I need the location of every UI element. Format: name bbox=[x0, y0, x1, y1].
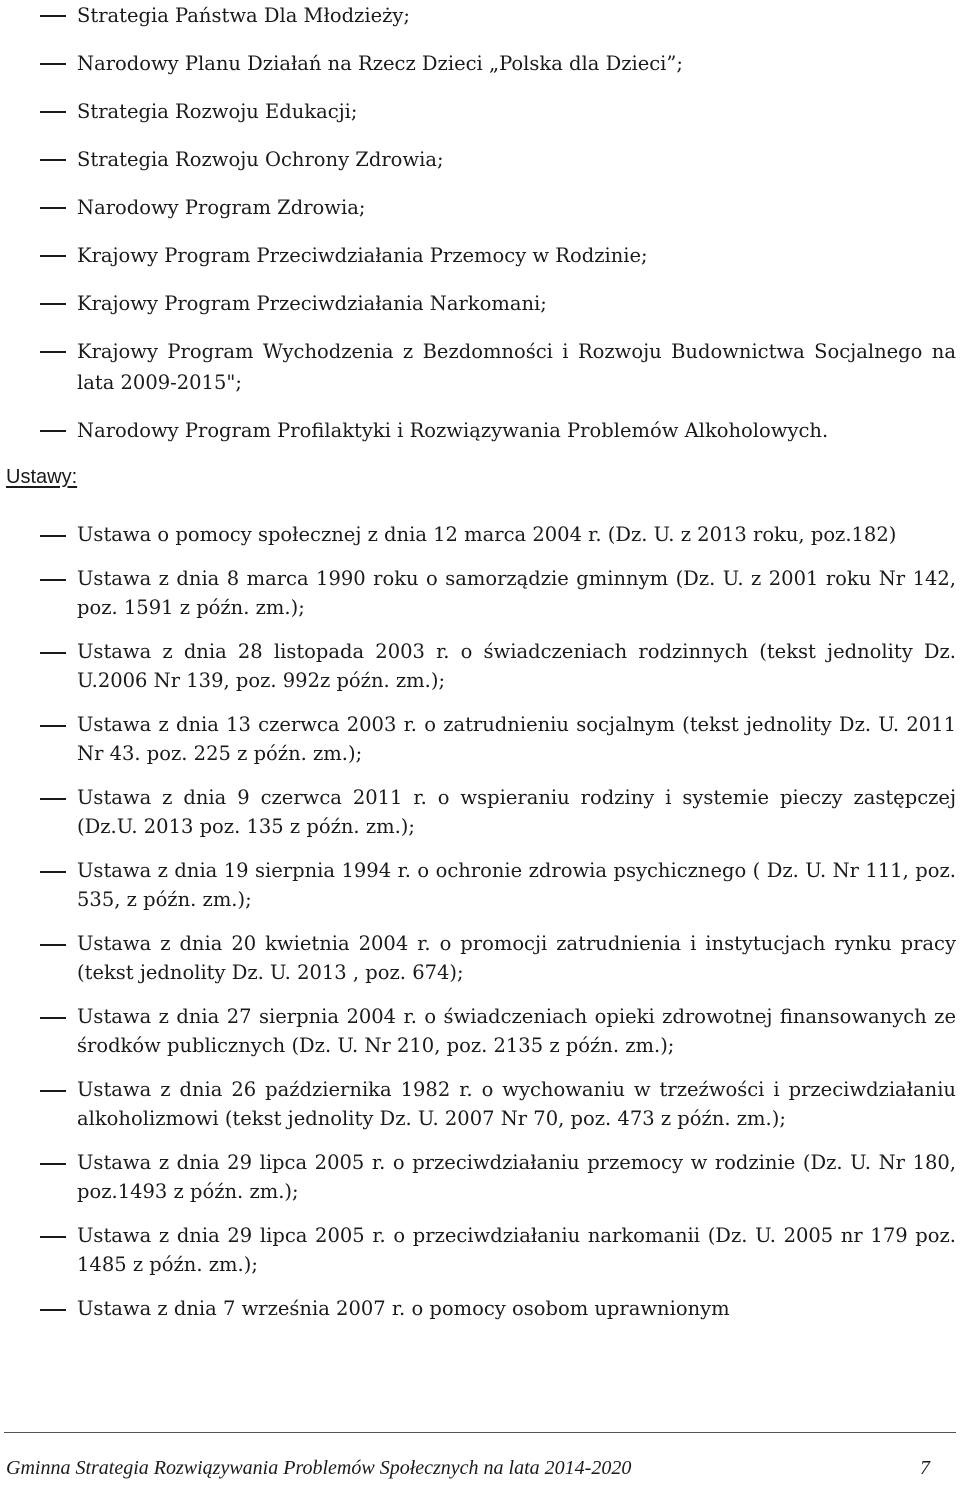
list-item bbox=[0, 783, 960, 841]
list-item bbox=[0, 144, 960, 175]
dash-bullet bbox=[40, 652, 66, 654]
list-item-text: Narodowy Program Profilaktyki i Rozwiązywania Problemów Alkoholowych. bbox=[77, 419, 829, 442]
list-item bbox=[0, 336, 960, 398]
list-item bbox=[0, 288, 960, 319]
footer-divider bbox=[4, 1432, 956, 1433]
page-number: 7 bbox=[920, 1457, 930, 1479]
list-item bbox=[0, 1002, 960, 1060]
laws-heading: Ustawy: bbox=[6, 466, 78, 488]
list-item-text: Ustawa z dnia 26 października 1982 r. o wychowaniu w trzeźwości i przeciwdziałaniu alkoholizmowi (tekst jednolity Dz. U. 2007 Nr 70, poz. 473 z późn. zm.); bbox=[77, 1078, 956, 1130]
page-footer bbox=[6, 1455, 930, 1481]
list-item-text: Ustawa o pomocy społecznej z dnia 12 marca 2004 r. (Dz. U. z 2013 roku, poz.182) bbox=[77, 523, 897, 546]
list-item bbox=[0, 564, 960, 622]
list-item-text: Strategia Rozwoju Ochrony Zdrowia; bbox=[77, 148, 444, 171]
dash-bullet bbox=[40, 535, 66, 537]
list-item-text: Ustawa z dnia 7 września 2007 r. o pomocy osobom uprawnionym bbox=[77, 1297, 730, 1320]
list-item-text: Krajowy Program Wychodzenia z Bezdomności i Rozwoju Budownictwa Socjalnego na lata 2009-2015"; bbox=[77, 340, 956, 394]
list-item bbox=[0, 637, 960, 695]
dash-bullet bbox=[40, 15, 66, 17]
dash-bullet bbox=[40, 1017, 66, 1019]
dash-bullet bbox=[40, 871, 66, 873]
list-item-text: Ustawa z dnia 27 sierpnia 2004 r. o świadczeniach opieki zdrowotnej finansowanych ze środków publicznych (Dz. U. Nr 210, poz. 2135 z późn. zm.); bbox=[77, 1005, 956, 1057]
dash-bullet bbox=[40, 255, 66, 257]
dash-bullet bbox=[40, 1236, 66, 1238]
list-item-text: Strategia Rozwoju Edukacji; bbox=[77, 100, 358, 123]
list-item bbox=[0, 48, 960, 79]
list-item bbox=[0, 192, 960, 223]
dash-bullet bbox=[40, 798, 66, 800]
list-item bbox=[0, 1075, 960, 1133]
list-item-text: Ustawa z dnia 29 lipca 2005 r. o przeciwdziałaniu przemocy w rodzinie (Dz. U. Nr 180, poz.1493 z późn. zm.); bbox=[77, 1151, 956, 1203]
dash-bullet bbox=[40, 579, 66, 581]
list-item bbox=[0, 856, 960, 914]
list-item bbox=[0, 415, 960, 446]
dash-bullet bbox=[40, 207, 66, 209]
list-item-text: Narodowy Planu Działań na Rzecz Dzieci „Polska dla Dzieci”; bbox=[77, 52, 683, 75]
list-item-text: Ustawa z dnia 28 listopada 2003 r. o świadczeniach rodzinnych (tekst jednolity Dz. U.2006 Nr 139, poz. 992z późn. zm.); bbox=[77, 640, 956, 692]
dash-bullet bbox=[40, 1163, 66, 1165]
list-item-text: Ustawa z dnia 13 czerwca 2003 r. o zatrudnieniu socjalnym (tekst jednolity Dz. U. 2011 Nr 43. poz. 225 z późn. zm.); bbox=[77, 713, 956, 765]
dash-bullet bbox=[40, 1309, 66, 1311]
list-item bbox=[0, 929, 960, 987]
list-item bbox=[0, 520, 960, 549]
dash-bullet bbox=[40, 430, 66, 432]
laws-list bbox=[0, 520, 960, 1338]
list-item bbox=[0, 240, 960, 271]
list-item bbox=[0, 1294, 960, 1323]
dash-bullet bbox=[40, 944, 66, 946]
dash-bullet bbox=[40, 159, 66, 161]
dash-bullet bbox=[40, 63, 66, 65]
list-item-text: Ustawa z dnia 8 marca 1990 roku o samorządzie gminnym (Dz. U. z 2001 roku Nr 142, poz. 1591 z późn. zm.); bbox=[77, 567, 956, 619]
footer-title: Gminna Strategia Rozwiązywania Problemów Społecznych na lata 2014-2020 bbox=[6, 1457, 632, 1479]
list-item-text: Krajowy Program Przeciwdziałania Narkomani; bbox=[77, 292, 547, 315]
list-item-text: Krajowy Program Przeciwdziałania Przemocy w Rodzinie; bbox=[77, 244, 648, 267]
dash-bullet bbox=[40, 111, 66, 113]
strategies-list bbox=[0, 0, 960, 463]
dash-bullet bbox=[40, 1090, 66, 1092]
list-item bbox=[0, 1148, 960, 1206]
list-item bbox=[0, 0, 960, 31]
list-item bbox=[0, 710, 960, 768]
list-item-text: Strategia Państwa Dla Młodzieży; bbox=[77, 4, 410, 27]
list-item bbox=[0, 96, 960, 127]
dash-bullet bbox=[40, 725, 66, 727]
list-item-text: Narodowy Program Zdrowia; bbox=[77, 196, 366, 219]
list-item-text: Ustawa z dnia 20 kwietnia 2004 r. o promocji zatrudnienia i instytucjach rynku pracy (tekst jednolity Dz. U. 2013 , poz. 674); bbox=[77, 932, 956, 984]
list-item bbox=[0, 1221, 960, 1279]
dash-bullet bbox=[40, 351, 66, 353]
list-item-text: Ustawa z dnia 19 sierpnia 1994 r. o ochronie zdrowia psychicznego ( Dz. U. Nr 111, poz. 535, z późn. zm.); bbox=[77, 859, 956, 911]
list-item-text: Ustawa z dnia 9 czerwca 2011 r. o wspieraniu rodziny i systemie pieczy zastępczej (Dz.U. 2013 poz. 135 z późn. zm.); bbox=[77, 786, 956, 838]
dash-bullet bbox=[40, 303, 66, 305]
list-item-text: Ustawa z dnia 29 lipca 2005 r. o przeciwdziałaniu narkomanii (Dz. U. 2005 nr 179 poz. 1485 z późn. zm.); bbox=[77, 1224, 956, 1276]
